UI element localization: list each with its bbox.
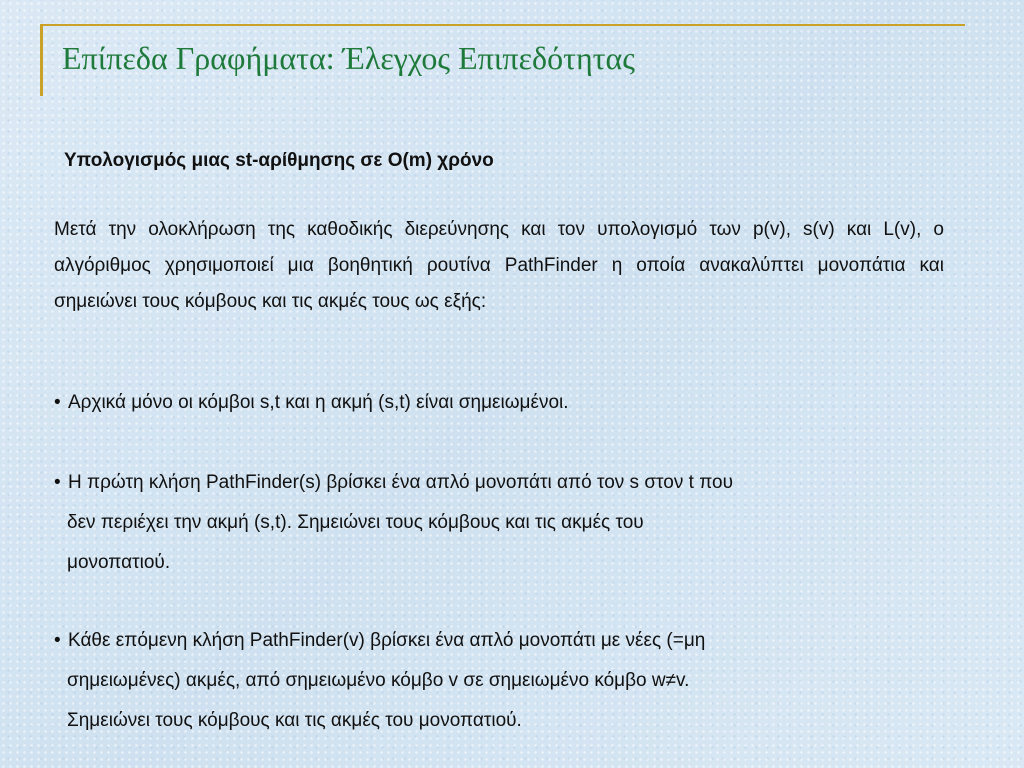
frame-left-rule bbox=[40, 24, 43, 96]
bullet-text: Αρχικά μόνο οι κόμβοι s,t και η ακμή (s,t) είναι σημειωμένοι. bbox=[68, 392, 569, 413]
bullet-line bbox=[54, 621, 974, 661]
bullet-text-continuation: δεν περιέχει την ακμή (s,t). Σημειώνει τους κόμβους και τις ακμές του bbox=[67, 512, 644, 533]
bullet-icon: • bbox=[54, 630, 61, 651]
bullet-item-1 bbox=[54, 383, 974, 423]
bullet-item-3 bbox=[54, 621, 974, 741]
bullet-text-continuation: μονοπατιού. bbox=[67, 552, 171, 573]
bullet-text: Η πρώτη κλήση PathFinder(s) βρίσκει ένα απλό μονοπάτι από τον s στον t που bbox=[68, 472, 733, 493]
bullet-icon: • bbox=[54, 392, 61, 413]
bullet-line bbox=[54, 463, 974, 503]
slide-subtitle: Υπολογισμός μιας st-αρίθμησης σε O(m) χρόνο bbox=[64, 150, 494, 171]
bullet-line bbox=[54, 383, 974, 423]
intro-paragraph: Μετά την ολοκλήρωση της καθοδικής διερεύνησης και τον υπολογισμό των p(v), s(v) και L(v), ο αλγόριθμος χρησιμοποιεί μια βοηθητική ρουτίνα PathFinder η οποία ανακαλύπτει μονοπάτια και σημειώνει τους κόμβους και τις ακμές τους ως εξής: bbox=[54, 219, 944, 312]
bullet-text-continuation: Σημειώνει τους κόμβους και τις ακμές του μονοπατιού. bbox=[67, 710, 522, 731]
frame-top-rule bbox=[40, 24, 965, 26]
bullet-item-2 bbox=[54, 463, 974, 583]
slide-title: Επίπεδα Γραφήματα: Έλεγχος Επιπεδότητας bbox=[62, 40, 635, 76]
bullet-text-continuation: σημειωμένες) ακμές, από σημειωμένο κόμβο v σε σημειωμένο κόμβο w≠v. bbox=[67, 670, 690, 691]
bullet-text: Κάθε επόμενη κλήση PathFinder(v) βρίσκει ένα απλό μονοπάτι με νέες (=μη bbox=[68, 630, 706, 651]
bullet-icon: • bbox=[54, 472, 61, 493]
